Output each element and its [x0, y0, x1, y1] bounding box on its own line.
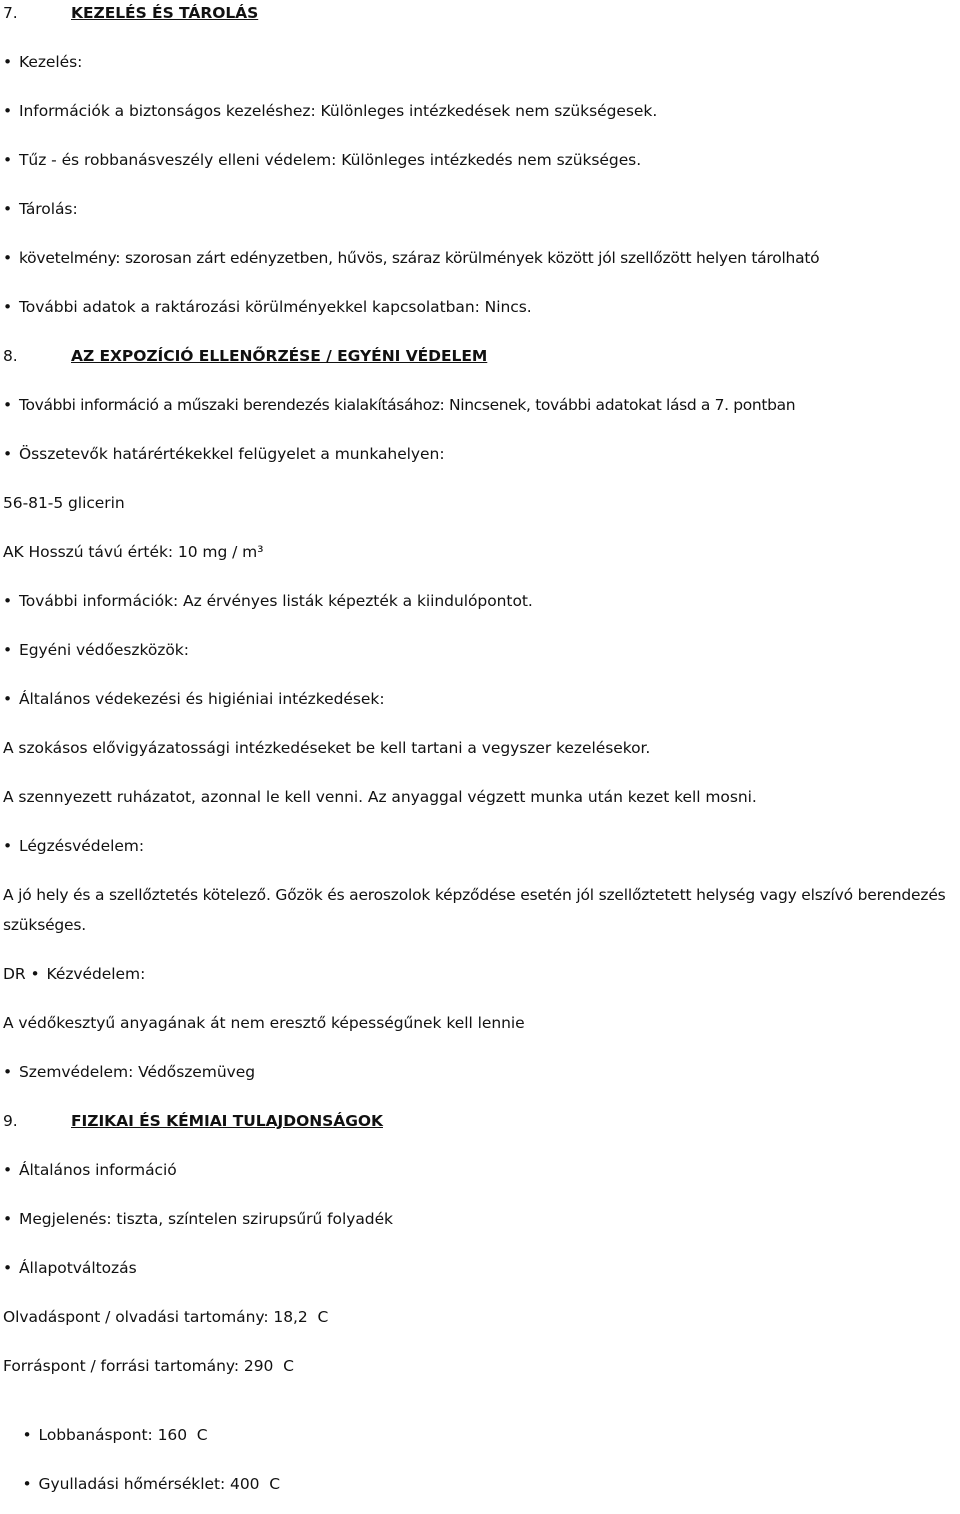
- list-item: [3, 640, 189, 660]
- list-item-text: Légzésvédelem:: [19, 837, 145, 855]
- list-item-text: Tárolás:: [19, 200, 78, 218]
- section-title: FIZIKAI ÉS KÉMIAI TULAJDONSÁGOK: [71, 1112, 383, 1130]
- list-item-text: Állapotváltozás: [19, 1259, 137, 1277]
- list-item: [3, 150, 641, 170]
- bullet-icon: •: [3, 200, 13, 218]
- list-item: [3, 1209, 393, 1229]
- section-heading-9: [3, 1111, 383, 1131]
- list-item: [3, 689, 385, 709]
- list-item-text: Információk a biztonságos kezeléshez: Különleges intézkedések nem szükségesek.: [19, 102, 658, 120]
- list-item: [3, 444, 445, 464]
- list-item: [3, 1258, 137, 1278]
- list-item: [3, 52, 82, 72]
- bullet-icon: •: [3, 1210, 13, 1228]
- bullet-icon: •: [30, 965, 40, 983]
- bullet-icon: •: [3, 249, 12, 267]
- list-item-text: További adatok a raktározási körülményekkel kapcsolatban: Nincs.: [19, 298, 532, 316]
- paragraph: A szennyezett ruházatot, azonnal le kell venni. Az anyaggal végzett munka után kezet kell mosni.: [3, 788, 757, 806]
- bullet-icon: •: [3, 690, 13, 708]
- bullet-icon: •: [3, 1063, 13, 1081]
- bullet-icon: •: [3, 445, 13, 463]
- list-item: [3, 836, 144, 856]
- list-item: [3, 1160, 177, 1180]
- bullet-icon: •: [3, 53, 13, 71]
- list-item-text: Általános védekezési és higiéniai intézkedések:: [19, 690, 385, 708]
- list-item: [3, 1062, 255, 1082]
- list-item-text: Általános információ: [19, 1161, 177, 1179]
- section-number: 7.: [3, 4, 18, 22]
- list-item: [3, 199, 78, 219]
- list-item-text: További információk: Az érvényes listák képezték a kiindulópontot.: [19, 592, 533, 610]
- bullet-icon: •: [3, 1259, 13, 1277]
- list-item: [3, 1454, 280, 1514]
- paragraph: A védőkesztyű anyagának át nem eresztő képességűnek kell lennie: [3, 1014, 525, 1032]
- section-title: KEZELÉS ÉS TÁROLÁS: [71, 4, 259, 22]
- list-item: [3, 964, 145, 984]
- list-item: [3, 101, 657, 121]
- bullet-icon: •: [3, 592, 13, 610]
- paragraph: 56-81-5 glicerin: [3, 494, 125, 512]
- paragraph: A jó hely és a szellőztetés kötelező. Gőzök és aeroszolok képződése esetén jól szellőztetett helység vagy elszívó berendezés szükséges.: [3, 886, 946, 934]
- bullet-icon: •: [22, 1426, 32, 1444]
- list-item-text: Kézvédelem:: [46, 965, 146, 983]
- paragraph: Olvadáspont / olvadási tartomány: 18,2 C: [3, 1308, 329, 1326]
- section-number: 8.: [3, 347, 18, 365]
- bullet-icon: •: [3, 837, 13, 855]
- list-item-text: Összetevők határértékekkel felügyelet a munkahelyen:: [19, 445, 445, 463]
- section-heading-7: [3, 3, 258, 23]
- list-item-text: Kezelés:: [19, 53, 83, 71]
- list-item: [3, 395, 795, 415]
- bullet-icon: •: [3, 1161, 13, 1179]
- list-item-text: Lobbanáspont: 160 C: [38, 1426, 208, 1444]
- section-title: AZ EXPOZÍCIÓ ELLENŐRZÉSE / EGYÉNI VÉDELEM: [71, 347, 488, 365]
- list-item: [3, 297, 532, 317]
- section-heading-8: [3, 346, 487, 366]
- dr-prefix: DR: [3, 965, 26, 983]
- bullet-icon: •: [3, 298, 13, 316]
- paragraph: Forráspont / forrási tartomány: 290 C: [3, 1357, 294, 1375]
- bullet-icon: •: [3, 396, 12, 414]
- list-item-text: követelmény: szorosan zárt edényzetben, hűvös, száraz körülmények között jól szellőzött helyen tárolható: [19, 249, 820, 267]
- list-item-text: Megjelenés: tiszta, színtelen szirupsűrű folyadék: [19, 1210, 393, 1228]
- section-number: 9.: [3, 1112, 18, 1130]
- paragraph: A szokásos elővigyázatossági intézkedéseket be kell tartani a vegyszer kezelésekor.: [3, 739, 651, 757]
- list-item-text: Tűz - és robbanásveszély elleni védelem: Különleges intézkedés nem szükséges.: [19, 151, 642, 169]
- bullet-icon: •: [3, 102, 13, 120]
- list-item: [3, 591, 533, 611]
- bullet-icon: •: [3, 151, 13, 169]
- list-item-text: További információ a műszaki berendezés kialakításához: Nincsenek, további adatokat lásd a 7. pontban: [19, 396, 796, 414]
- bullet-icon: •: [22, 1475, 32, 1493]
- list-item-text: Szemvédelem: Védőszemüveg: [19, 1063, 256, 1081]
- bullet-icon: •: [3, 641, 13, 659]
- list-item: [3, 248, 819, 268]
- paragraph: AK Hosszú távú érték: 10 mg / m³: [3, 543, 264, 561]
- list-item-text: Gyulladási hőmérséklet: 400 C: [38, 1475, 281, 1493]
- list-item-text: Egyéni védőeszközök:: [19, 641, 189, 659]
